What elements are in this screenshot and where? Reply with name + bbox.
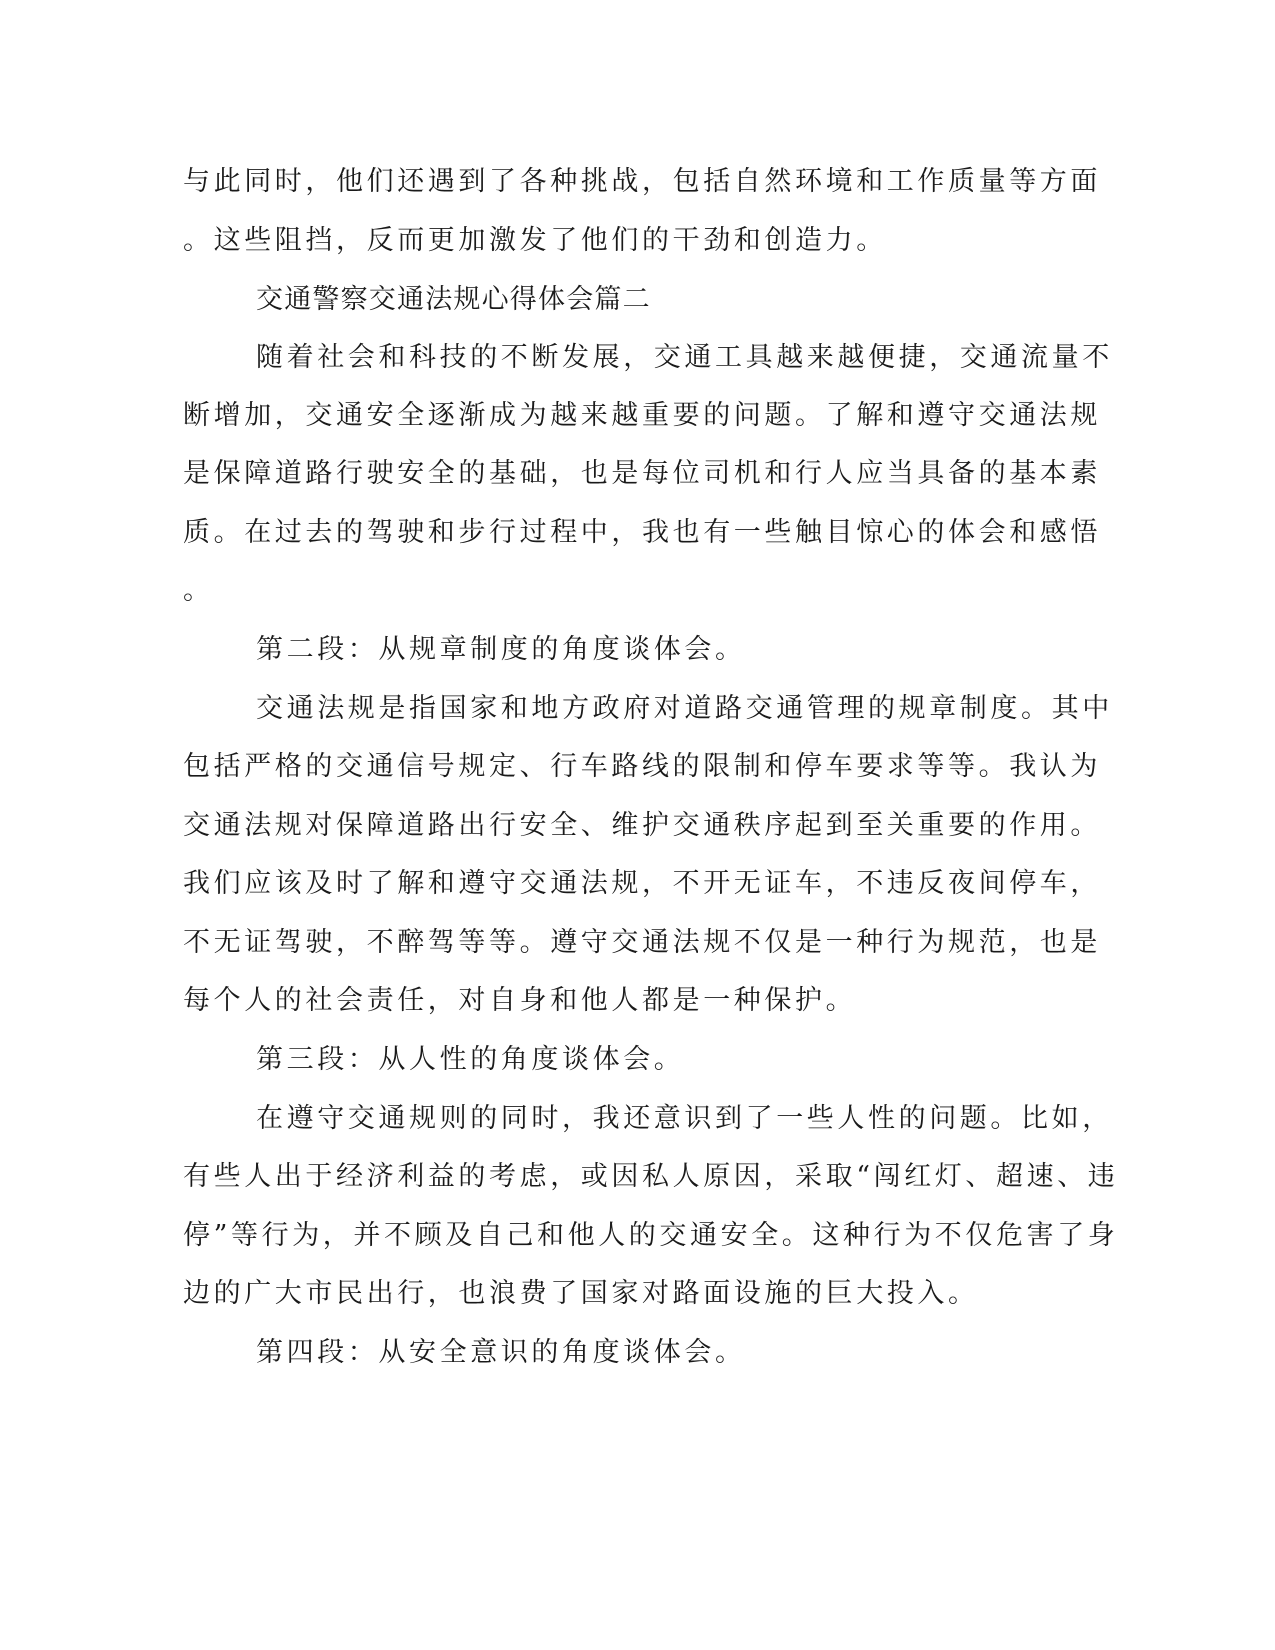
paragraph-heading: 第四段：从安全意识的角度谈体会。: [256, 1337, 746, 1368]
text-line: 交通法规对保障道路出行安全、维护交通秩序起到至关重要的作用。: [183, 810, 1101, 841]
text-line: 我们应该及时了解和遵守交通法规，不开无证车，不违反夜间停车，: [183, 868, 1101, 899]
text-line: 包括严格的交通信号规定、行车路线的限制和停车要求等等。我认为: [183, 751, 1101, 782]
text-line: 。: [183, 575, 214, 606]
text-line: 质。在过去的驾驶和步行过程中，我也有一些触目惊心的体会和感悟: [183, 517, 1101, 548]
text-line: 是保障道路行驶安全的基础，也是每位司机和行人应当具备的基本素: [183, 458, 1101, 489]
text-line: 交通法规是指国家和地方政府对道路交通管理的规章制度。其中: [256, 693, 1113, 724]
text-line: 不无证驾驶，不醉驾等等。遵守交通法规不仅是一种行为规范，也是: [183, 927, 1101, 958]
paragraph-heading: 第二段：从规章制度的角度谈体会。: [256, 634, 746, 665]
section-heading: 交通警察交通法规心得体会篇二: [256, 284, 651, 315]
text-line: 。这些阻挡，反而更加激发了他们的干劲和创造力。: [183, 225, 887, 256]
text-line: 有些人出于经济利益的考虑，或因私人原因，采取“闯红灯、超速、违: [183, 1161, 1119, 1192]
paragraph-heading: 第三段：从人性的角度谈体会。: [256, 1044, 685, 1075]
text-line: 停”等行为，并不顾及自己和他人的交通安全。这种行为不仅危害了身: [183, 1220, 1119, 1251]
text-line: 随着社会和科技的不断发展，交通工具越来越便捷，交通流量不: [256, 342, 1113, 373]
text-line: 每个人的社会责任，对自身和他人都是一种保护。: [183, 985, 857, 1016]
text-line: 与此同时，他们还遇到了各种挑战，包括自然环境和工作质量等方面: [183, 166, 1101, 197]
text-line: 在遵守交通规则的同时，我还意识到了一些人性的问题。比如，: [256, 1103, 1113, 1134]
text-line: 断增加，交通安全逐渐成为越来越重要的问题。了解和遵守交通法规: [183, 400, 1101, 431]
text-line: 边的广大市民出行，也浪费了国家对路面设施的巨大投入。: [183, 1278, 979, 1309]
